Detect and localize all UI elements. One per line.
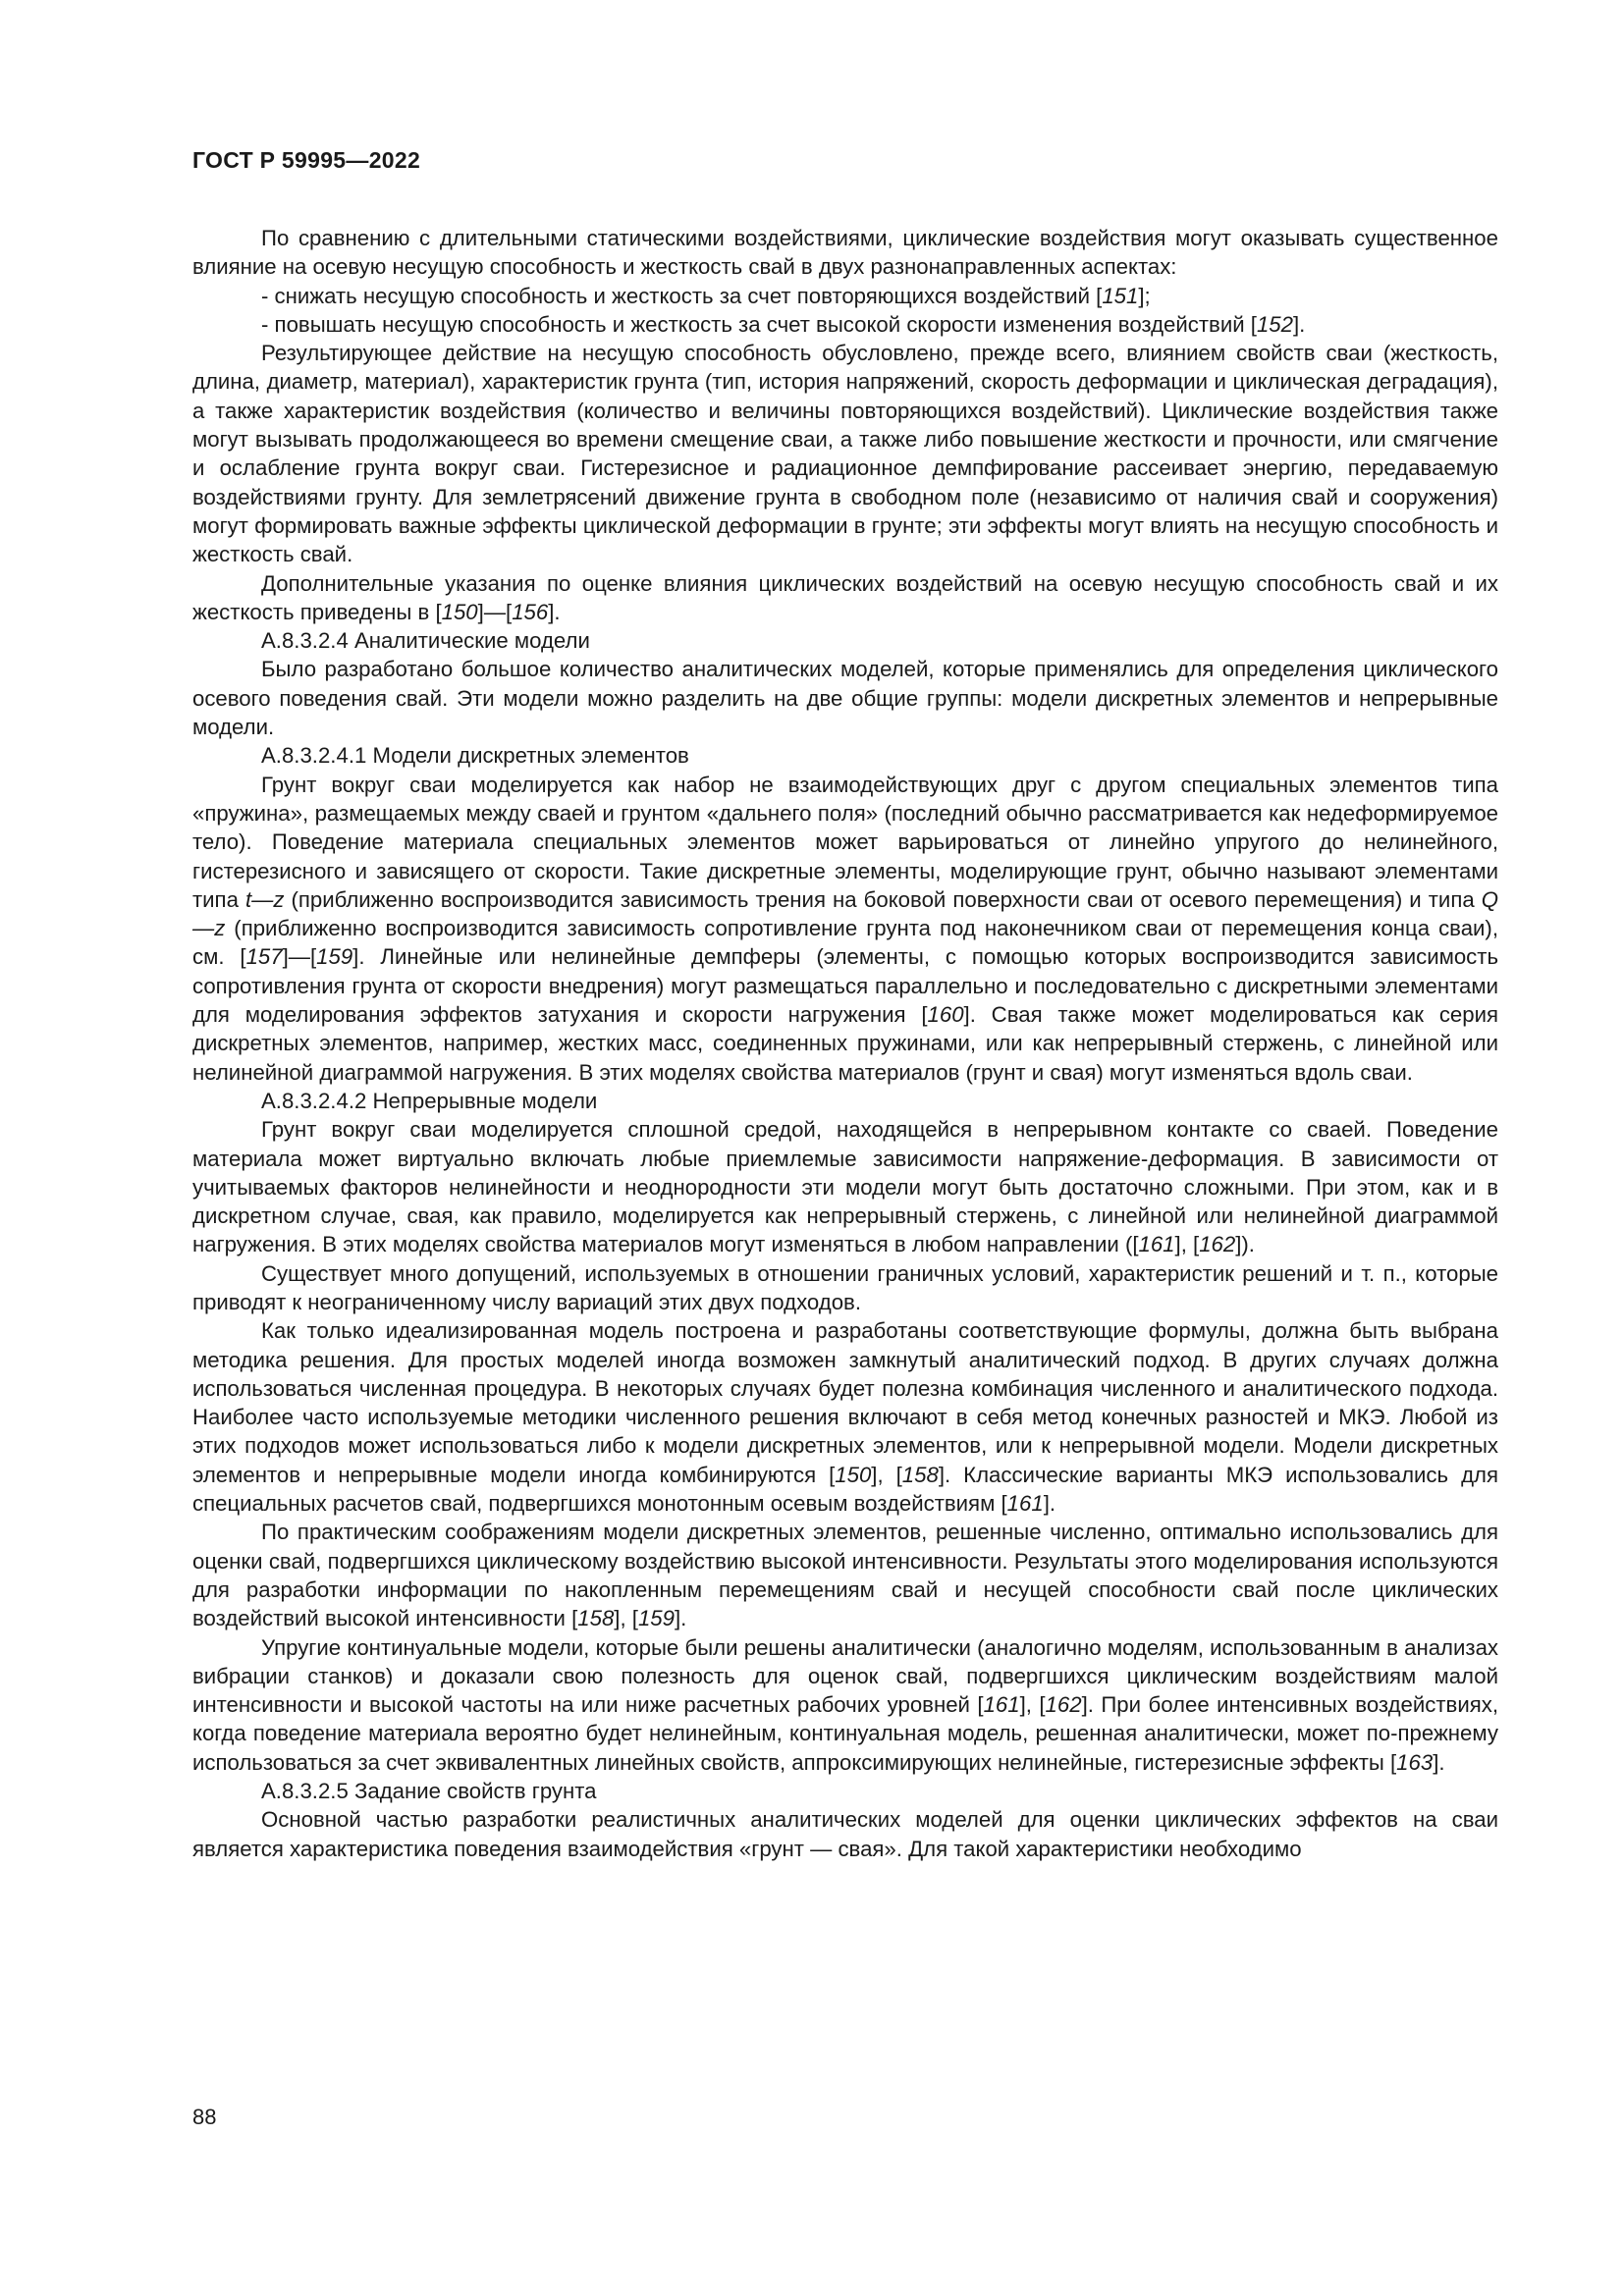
paragraph-assumptions: Существует много допущений, используемых в отношении граничных условий, характеристик решений и т. п., которые приводят к неограниченному числу вариаций этих двух подходов. <box>192 1260 1498 1314</box>
paragraph-solution-methods: Как только идеализированная модель построена и разработаны соответствующие формулы, должна быть выбрана методика решения. Для простых моделей иногда возможен замкнутый аналитический подход. В других случаях должна использоваться численная процедура. В некоторых случаях будет полезна комбинация численного и аналитического подхода. Наиболее часто используемые методики численного решения включают в себя метод конечных разностей и МКЭ. Любой из этих подходов может использоваться либо к модели дискретных элементов, или к непрерывной модели. Модели дискретных элементов и непрерывные модели иногда комбинируются [150], [158]. Классические варианты МКЭ использовались для специальных расчетов свай, подвергшихся монотонным осевым воздействиям [161]. <box>192 1318 1498 1517</box>
reference-link: 158 <box>577 1606 615 1631</box>
standard-title: ГОСТ Р 59995—2022 <box>192 147 421 173</box>
reference-link: 152 <box>1256 311 1293 337</box>
formula-q-z: Q—z <box>192 886 1499 941</box>
paragraph-practical-considerations: По практическим соображениям модели дискретных элементов, решенные численно, оптимально использовались для оценки свай, подвергшихся циклическому воздействию высокой интенсивности. Результаты этого моделирования используются для разработки информации по накопленным перемещениям свай и несущей способности свай после циклических воздействий высокой интенсивности [158], [159]. <box>192 1520 1498 1631</box>
list-item-increase: - повышать несущую способность и жесткость за счет высокой скорости изменения воздействий [152]. <box>261 311 1306 337</box>
paragraph-discrete-models: Грунт вокруг сваи моделируется как набор не взаимодействующих друг с другом специальных элементов типа «пружина», размещаемых между сваей и грунтом «дальнего поля» (последний обычно рассматривается как недеформируемое тело). Поведение материала специальных элементов может варьироваться от линейно упругого до нелинейного, гистерезисного и зависящего от скорости. Такие дискретные элементы, моделирующие грунт, обычно называют элементами типа t—z (приближенно воспроизводится зависимость трения на боковой поверхности сваи от осевого перемещения) и типа Q—z (приближенно воспроизводится зависимость сопротивление грунта под наконечником сваи от перемещения конца сваи), см. [157]—[159]. Линейные или нелинейные демпферы (элементы, с помощью которых воспроизводится зависимость сопротивления грунта от скорости внедрения) могут размещаться параллельно и последовательно с дискретными элементами для моделирования эффектов затухания и скорости нагружения [160]. Свая также может моделироваться как серия дискретных элементов, например, жестких масс, соединенных пружинами, или как непрерывный стержень, с линейной или нелинейной диаграммой нагружения. В этих моделях свойства материалов (грунт и свая) могут изменяться вдоль сваи. <box>192 772 1499 1085</box>
formula-t-z: t—z <box>244 886 285 912</box>
reference-link: 158 <box>901 1462 939 1487</box>
reference-link: 160 <box>927 1002 964 1028</box>
section-heading-continuous-models: А.8.3.2.4.2 Непрерывные модели <box>261 1088 598 1113</box>
section-heading-soil-properties: А.8.3.2.5 Задание свойств грунта <box>261 1779 597 1804</box>
reference-link: 159 <box>637 1606 675 1631</box>
paragraph-additional-guidance: Дополнительные указания по оценке влияния циклических воздействий на осевую несущую способность свай и их жесткость приведены в [150]—[156]. <box>192 570 1498 624</box>
reference-link: 163 <box>1396 1749 1434 1775</box>
reference-link: 161 <box>983 1692 1020 1718</box>
reference-link: 150 <box>835 1462 872 1487</box>
reference-link: 157 <box>245 944 283 970</box>
reference-link: 162 <box>1045 1692 1082 1718</box>
reference-link: 162 <box>1199 1232 1236 1257</box>
reference-link: 159 <box>316 944 353 970</box>
reference-link: 156 <box>512 599 549 624</box>
paragraph-continuous-models: Грунт вокруг сваи моделируется сплошной средой, находящейся в непрерывном контакте со сваей. Поведение материала может виртуально включать любые приемлемые зависимости напряжение-деформация. В зависимости от учитываемых факторов нелинейности и неоднородности эти модели могут быть достаточно сложными. При этом, как и в дискретном случае, свая, как правило, моделируется как непрерывный стержень, с линейной или нелинейной диаграммой нагружения. В этих моделях свойства материалов могут изменяться в любом направлении ([161], [162]). <box>192 1117 1498 1257</box>
reference-link: 151 <box>1102 283 1139 308</box>
section-heading-analytic-models: А.8.3.2.4 Аналитические модели <box>261 628 590 654</box>
document-body <box>192 224 1498 1863</box>
paragraph-soil-properties: Основной частью разработки реалистичных аналитических моделей для оценки циклических эффектов на сваи является характеристика поведения взаимодействия «грунт — свая». Для такой характеристики необходимо <box>192 1807 1498 1861</box>
reference-link: 150 <box>441 599 478 624</box>
paragraph-elastic-continuum: Упругие континуальные модели, которые были решены аналитически (аналогично моделям, использованным в анализах вибрации станков) и доказали свою полезность для оценок свай, подвергшихся циклическим воздействиям малой интенсивности и высокой частоты на или ниже расчетных рабочих уровней [161], [162]. При более интенсивных воздействиях, когда поведение материала вероятно будет нелинейным, континуальная модель, решенная аналитически, может по-прежнему использоваться за счет эквивалентных линейных свойств, аппроксимирующих нелинейные, гистерезисные эффекты [163]. <box>192 1634 1498 1775</box>
paragraph-cyclic-influence: По сравнению с длительными статическими воздействиями, циклические воздействия могут оказывать существенное влияние на осевую несущую способность и жесткость свай в двух разнонаправленных аспектах: <box>192 226 1498 280</box>
paragraph-resulting-action: Результирующее действие на несущую способность обусловлено, прежде всего, влиянием свойств сваи (жесткость, длина, диаметр, материал), характеристик грунта (тип, история напряжений, скорость деформации и циклическая деградация), а также характеристик воздействия (количество и величины повторяющихся воздействий). Циклические воздействия также могут вызывать продолжающееся во времени смещение сваи, а также либо повышение жесткости и прочности, или смягчение и ослабление грунта вокруг сваи. Гистерезисное и радиационное демпфирование рассеивает энергию, передаваемую воздействиями грунту. Для землетрясений движение грунта в свободном поле (независимо от наличия свай и сооружения) могут формировать важные эффекты циклической деформации в грунте; эти эффекты могут влиять на несущую способность и жесткость свай. <box>192 341 1498 567</box>
section-heading-discrete-models: А.8.3.2.4.1 Модели дискретных элементов <box>261 743 689 769</box>
paragraph-analytic-models: Было разработано большое количество аналитических моделей, которые применялись для определения циклического осевого поведения свай. Эти модели можно разделить на две общие группы: модели дискретных элементов и непрерывные модели. <box>192 657 1498 740</box>
list-item-decrease: - снижать несущую способность и жесткость за счет повторяющихся воздействий [151]; <box>261 283 1151 308</box>
page-number: 88 <box>192 2105 217 2129</box>
reference-link: 161 <box>1138 1232 1175 1257</box>
reference-link: 161 <box>1006 1491 1044 1517</box>
